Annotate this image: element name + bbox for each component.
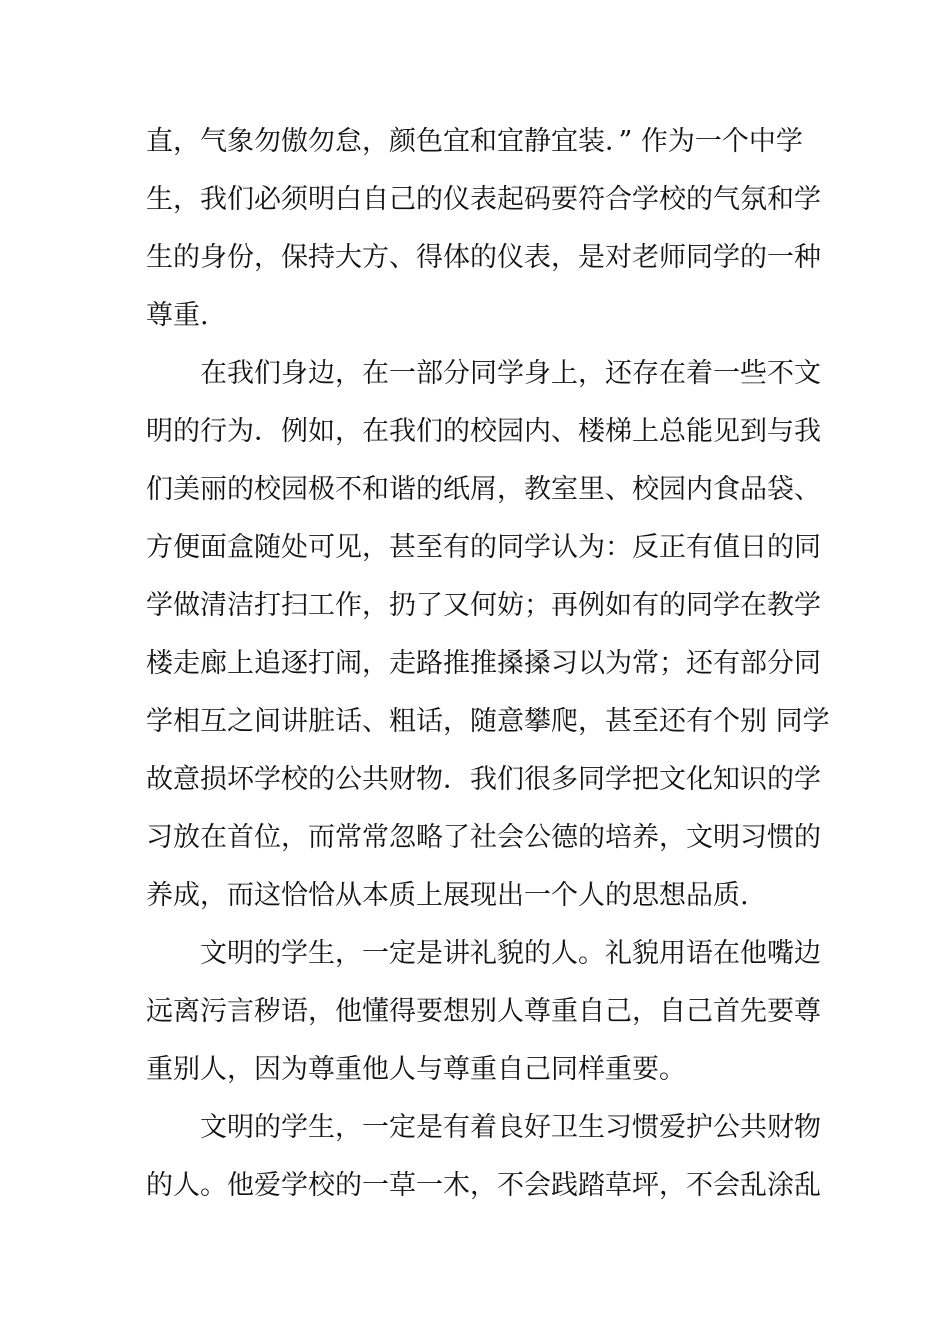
paragraph-first-line: 文明的学生，一定是讲礼貌的人。礼貌用语在他嘴边 xyxy=(200,938,821,969)
text-line: 养成，而这恰恰从本质上展现出一个人的思想品质. xyxy=(146,880,749,911)
text-line: 尊重. xyxy=(146,300,209,331)
text-line: 生的身份，保持大方、得体的仪表，是对老师同学的一种 xyxy=(146,242,821,273)
text-line: 们美丽的校园极不和谐的纸屑，教室里、校园内食品袋、 xyxy=(146,474,821,505)
text-line: 学相互之间讲脏话、粗话，随意攀爬，甚至还有个别 同学 xyxy=(146,706,830,737)
paragraph-first-line: 文明的学生，一定是有着良好卫生习惯爱护公共财物 xyxy=(200,1112,821,1143)
text-line: 故意损坏学校的公共财物．我们很多同学把文化知识的学 xyxy=(146,764,821,795)
text-line: 远离污言秽语，他懂得要想别人尊重自己，自己首先要尊 xyxy=(146,996,821,1027)
text-line: 方便面盒随处可见，甚至有的同学认为：反正有值日的同 xyxy=(146,532,821,563)
text-line: 楼走廊上追逐打闹，走路推推搡搡习以为常；还有部分同 xyxy=(146,648,821,679)
text-line: 的人。他爱学校的一草一木，不会践踏草坪，不会乱涂乱 xyxy=(146,1170,821,1201)
text-line: 重别人，因为尊重他人与尊重自己同样重要。 xyxy=(146,1054,686,1085)
paragraph-first-line: 在我们身边，在一部分同学身上，还存在着一些不文 xyxy=(200,358,821,389)
text-line: 习放在首位，而常常忽略了社会公德的培养，文明习惯的 xyxy=(146,822,821,853)
text-line: 直，气象勿傲勿怠，颜色宜和宜静宜装．” 作为一个中学 xyxy=(146,126,803,157)
text-line: 学做清洁打扫工作，扔了又何妨；再例如有的同学在教学 xyxy=(146,590,821,621)
text-line: 生，我们必须明白自己的仪表起码要符合学校的气氛和学 xyxy=(146,184,821,215)
text-line: 明的行为．例如，在我们的校园内、楼梯上总能见到与我 xyxy=(146,416,821,447)
